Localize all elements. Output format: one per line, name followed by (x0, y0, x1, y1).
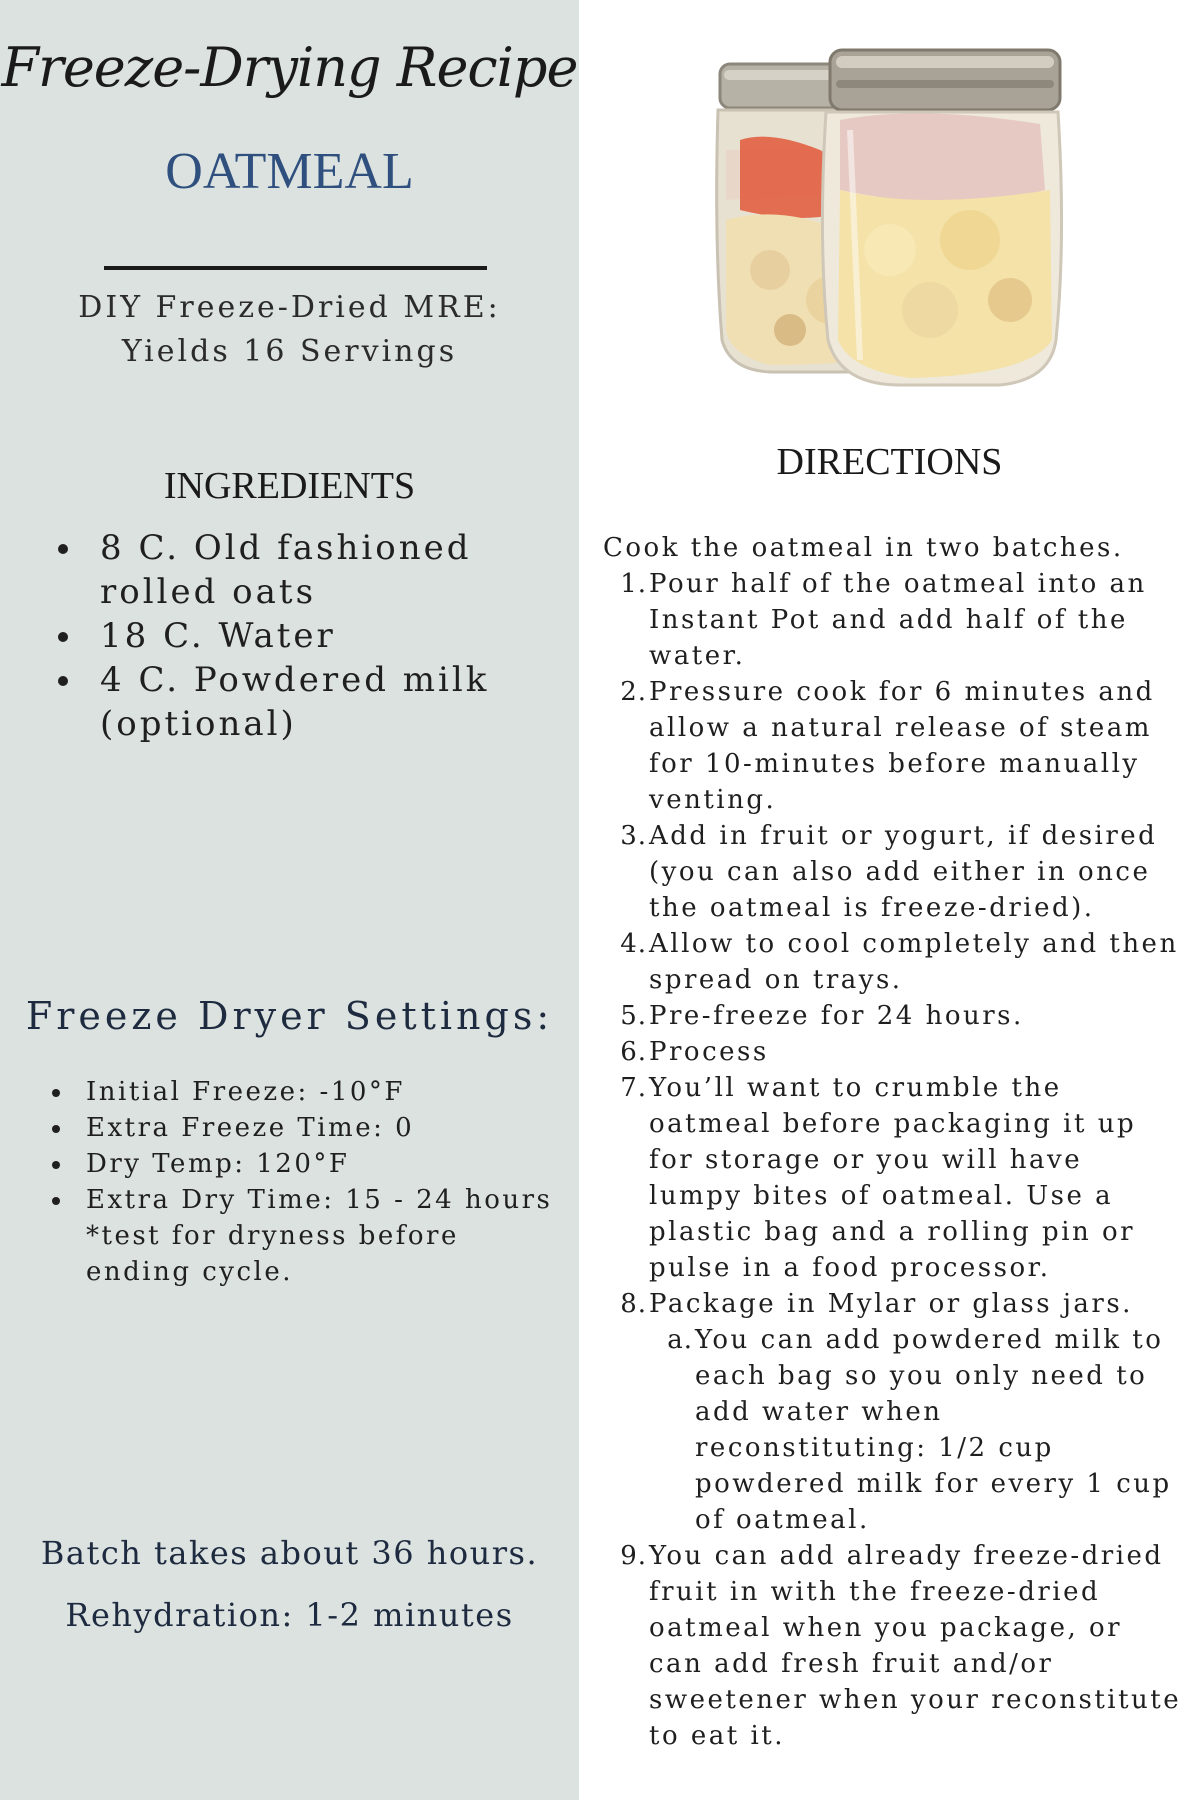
subtitle-line-1: DIY Freeze-Dried MRE: (78, 290, 501, 325)
direction-step (603, 926, 1183, 998)
sub-step (649, 1322, 1183, 1538)
subtitle (0, 286, 579, 374)
step-number: 8. (620, 1289, 647, 1319)
sub-steps (649, 1322, 1183, 1538)
step-text: Add in fruit or yogurt, if desired (you can also add either in once the oatmeal is freeze-dried). (649, 821, 1158, 923)
setting-text: Extra Dry Time: 15 - 24 hours *test for dryness before ending cycle. (86, 1185, 553, 1287)
step-text: Allow to cool completely and then spread on trays. (649, 929, 1179, 995)
sub-step-letter: a. (667, 1325, 693, 1355)
ingredients-list (52, 526, 562, 746)
subtitle-line-2: Yields 16 Servings (121, 334, 458, 369)
recipe-name: OATMEAL (165, 143, 414, 200)
bullet-icon (58, 676, 68, 686)
bullet-icon (52, 1161, 60, 1169)
batch-time: Batch takes about 36 hours. (40, 1534, 539, 1572)
ingredient-text: 8 C. Old fashioned rolled oats (100, 528, 472, 612)
direction-step (603, 998, 1183, 1034)
front-jar (822, 50, 1061, 385)
step-number: 4. (620, 929, 647, 959)
direction-step (603, 566, 1183, 674)
sub-step-text: You can add powdered milk to each bag so you only need to add water when reconstituting: 1/2 cup powdered milk for every 1 cup of oatmeal. (695, 1325, 1172, 1535)
direction-step (603, 1034, 1183, 1070)
step-number: 9. (620, 1541, 647, 1571)
settings-list (48, 1074, 568, 1290)
bullet-icon (52, 1125, 60, 1133)
title-divider (104, 266, 487, 270)
bullet-icon (58, 632, 68, 642)
ingredient-item (52, 526, 562, 614)
step-text: Pressure cook for 6 minutes and allow a natural release of steam for 10-minutes before manually venting. (649, 677, 1155, 815)
step-number: 1. (620, 569, 647, 599)
setting-item (48, 1110, 568, 1146)
directions-heading: DIRECTIONS (776, 441, 1003, 483)
step-number: 5. (620, 1001, 647, 1031)
step-text: Package in Mylar or glass jars. (649, 1289, 1133, 1319)
bullet-icon (52, 1089, 60, 1097)
step-text: You’ll want to crumble the oatmeal before packaging it up for storage or you will have lumpy bites of oatmeal. Use a plastic bag and a rolling pin or pulse in a food processor. (649, 1073, 1137, 1283)
step-number: 7. (620, 1073, 647, 1103)
direction-step (603, 1538, 1183, 1754)
direction-step (603, 1286, 1183, 1538)
ingredient-item (52, 658, 562, 746)
step-text: You can add already freeze-dried fruit in with the freeze-dried oatmeal when you package, or can add fresh fruit and/or sweetener when your reconstitute to eat it. (649, 1541, 1182, 1751)
rehydration-time: Rehydration: 1-2 minutes (65, 1596, 514, 1634)
ingredient-text: 18 C. Water (100, 616, 336, 656)
oatmeal-jars-photo (700, 40, 1080, 390)
settings-heading: Freeze Dryer Settings: (25, 994, 554, 1038)
step-text: Pre-freeze for 24 hours. (649, 1001, 1024, 1031)
bullet-icon (58, 544, 68, 554)
setting-text: Extra Freeze Time: 0 (86, 1113, 415, 1143)
setting-text: Dry Temp: 120°F (86, 1149, 350, 1179)
step-number: 2. (620, 677, 647, 707)
direction-step (603, 818, 1183, 926)
directions-intro: Cook the oatmeal in two batches. (603, 533, 1124, 563)
setting-item (48, 1074, 568, 1110)
setting-item (48, 1146, 568, 1182)
direction-step (603, 1070, 1183, 1286)
setting-text: Initial Freeze: -10°F (86, 1077, 405, 1107)
directions-list (603, 566, 1183, 1754)
step-number: 6. (620, 1037, 647, 1067)
ingredients-heading: INGREDIENTS (163, 465, 416, 507)
setting-item (48, 1182, 568, 1290)
ingredient-text: 4 C. Powdered milk (optional) (100, 660, 490, 744)
direction-step (603, 674, 1183, 818)
step-text: Pour half of the oatmeal into an Instant Pot and add half of the water. (649, 569, 1147, 671)
left-panel (0, 0, 579, 1800)
step-text: Process (649, 1037, 769, 1067)
script-title: Freeze-Drying Recipe (1, 36, 578, 99)
bullet-icon (52, 1197, 60, 1205)
step-number: 3. (620, 821, 647, 851)
ingredient-item (52, 614, 562, 658)
